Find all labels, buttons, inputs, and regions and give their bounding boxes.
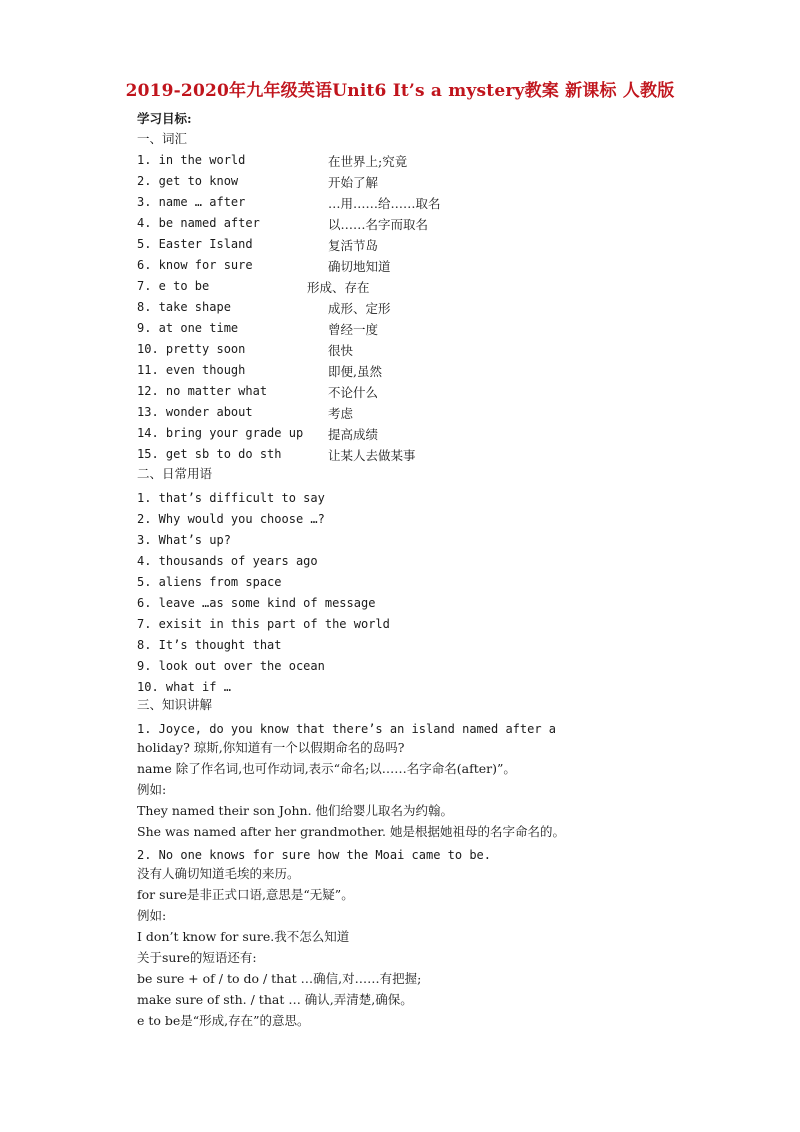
vocab-en: 4. be named after [137, 216, 260, 230]
phrase-item: 10. what if … [137, 680, 231, 694]
explanation-line: She was named after her grandmother. 她是根据她祖母的名字命名的。 [137, 824, 565, 839]
phrase-item: 7. exisit in this part of the world [137, 617, 390, 631]
section3-heading: 三、知识讲解 [137, 697, 213, 712]
vocab-en: 1. in the world [137, 153, 246, 167]
vocab-en: 11. even though [137, 363, 246, 377]
vocab-cn: 确切地知道 [328, 259, 391, 274]
vocab-cn: 考虑 [328, 406, 354, 421]
vocab-en: 9. at one time [137, 321, 239, 335]
vocab-cn: 不论什么 [328, 385, 379, 400]
vocab-en: 10. pretty soon [137, 342, 246, 356]
vocab-cn: 提高成绩 [328, 427, 379, 442]
explanation-line: 1. Joyce, do you know that there’s an island named after a [137, 722, 557, 736]
explanation-line: holiday? 琼斯,你知道有一个以假期命名的岛吗? [137, 740, 405, 755]
vocab-cn: 在世界上;究竟 [328, 154, 408, 169]
vocab-cn: 让某人去做某事 [328, 448, 416, 463]
vocab-cn: …用……给……取名 [328, 196, 441, 211]
vocab-en: 6. know for sure [137, 258, 253, 272]
explanation-line: 2. No one knows for sure how the Moai came to be. [137, 848, 492, 862]
vocab-en: 14. bring your grade up [137, 426, 304, 440]
explanation-line: make sure of sth. / that … 确认,弄清楚,确保。 [137, 992, 413, 1007]
document-title: 2019-2020年九年级英语Unit6 It’s a mystery教案 新课标 人教版 [125, 81, 675, 101]
explanation-line: e to be是“形成,存在”的意思。 [137, 1013, 310, 1028]
vocab-en: 13. wonder about [137, 405, 253, 419]
phrase-item: 2. Why would you choose …? [137, 512, 325, 526]
explanation-line: They named their son John. 他们给婴儿取名为约翰。 [137, 803, 454, 818]
explanation-line: I don’t know for sure.我不怎么知道 [137, 929, 350, 944]
explanation-line: 例如: [137, 908, 167, 923]
vocab-cn: 很快 [328, 343, 354, 358]
phrase-item: 1. that’s difficult to say [137, 491, 325, 505]
vocab-en: 5. Easter Island [137, 237, 253, 251]
section1-heading: 一、词汇 [137, 131, 188, 146]
vocab-en: 12. no matter what [137, 384, 268, 398]
vocab-cn: 成形、定形 [328, 301, 391, 316]
vocab-cn: 即便,虽然 [328, 364, 382, 379]
vocab-cn: 形成、存在 [307, 280, 370, 295]
objectives-label: 学习目标: [137, 111, 192, 126]
phrase-item: 4. thousands of years ago [137, 554, 318, 568]
vocab-en: 2. get to know [137, 174, 239, 188]
phrase-item: 6. leave …as some kind of message [137, 596, 376, 610]
vocab-cn: 曾经一度 [328, 322, 379, 337]
phrase-item: 3. What’s up? [137, 533, 231, 547]
vocab-en: 7. e to be [137, 279, 210, 293]
explanation-line: 例如: [137, 782, 167, 797]
explanation-line: 关于sure的短语还有: [137, 950, 257, 965]
vocab-en: 3. name … after [137, 195, 246, 209]
vocab-en: 15. get sb to do sth [137, 447, 282, 461]
phrase-item: 9. look out over the ocean [137, 659, 325, 673]
explanation-line: name 除了作名词,也可作动词,表示“命名;以……名字命名(after)”。 [137, 761, 516, 776]
explanation-line: for sure是非正式口语,意思是“无疑”。 [137, 887, 354, 902]
phrase-item: 8. It’s thought that [137, 638, 282, 652]
vocab-cn: 复活节岛 [328, 238, 379, 253]
section2-heading: 二、日常用语 [137, 466, 213, 481]
vocab-cn: 以……名字而取名 [328, 217, 429, 232]
explanation-line: 没有人确切知道毛埃的来历。 [137, 866, 300, 881]
vocab-en: 8. take shape [137, 300, 231, 314]
explanation-line: be sure + of / to do / that …确信,对……有把握; [137, 971, 422, 986]
phrase-item: 5. aliens from space [137, 575, 282, 589]
vocab-cn: 开始了解 [328, 175, 379, 190]
